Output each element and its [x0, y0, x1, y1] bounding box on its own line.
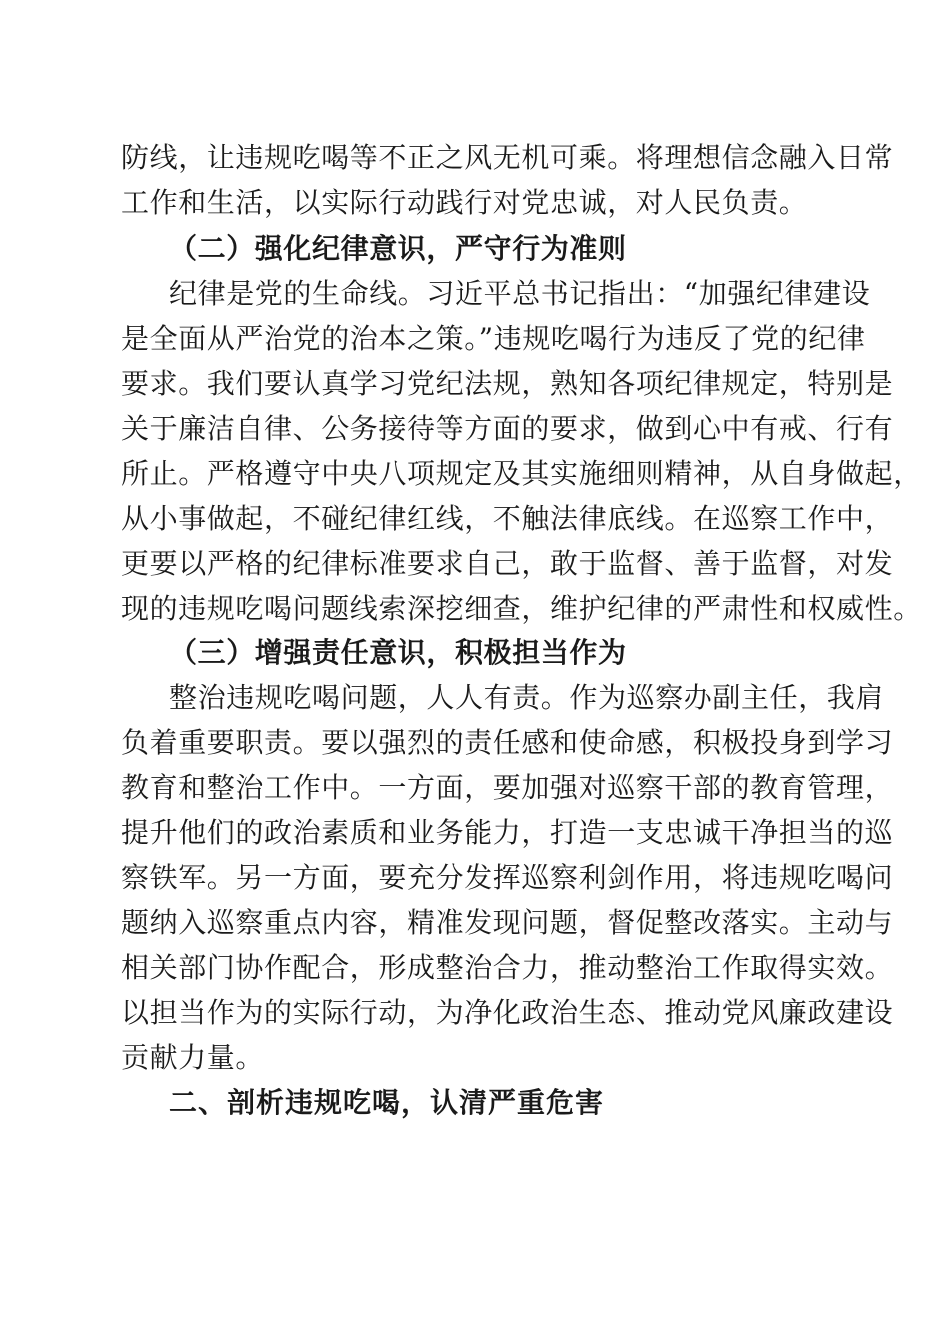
chapter-heading: 二、剖析违规吃喝，认清严重危害 — [169, 1086, 605, 1119]
body-text-line: 教育和整治工作中。一方面，要加强对巡察干部的教育管理， — [121, 771, 894, 804]
body-text-line: 要求。我们要认真学习党纪法规，熟知各项纪律规定，特别是 — [121, 367, 894, 400]
body-text-line: 工作和生活，以实际行动践行对党忠诚，对人民负责。 — [121, 186, 808, 219]
body-text-line: 所止。严格遵守中央八项规定及其实施细则精神，从自身做起， — [121, 457, 922, 490]
body-text-line: 相关部门协作配合，形成整治合力，推动整治工作取得实效。 — [121, 951, 894, 984]
body-text-line: 察铁军。另一方面，要充分发挥巡察利剑作用，将违规吃喝问 — [121, 861, 894, 894]
body-text-line: 负着重要职责。要以强烈的责任感和使命感，积极投身到学习 — [121, 726, 894, 759]
body-text-line: 整治违规吃喝问题，人人有责。作为巡察办副主任，我肩 — [169, 681, 885, 714]
body-text-line: 更要以严格的纪律标准要求自己，敢于监督、善于监督，对发 — [121, 547, 894, 580]
section-heading-two: （二）强化纪律意识，严守行为准则 — [169, 232, 627, 265]
body-text-line: 提升他们的政治素质和业务能力，打造一支忠诚干净担当的巡 — [121, 816, 894, 849]
body-text-line: 现的违规吃喝问题线索深挖细查，维护纪律的严肃性和权威性。 — [121, 592, 922, 625]
body-text-line: 以担当作为的实际行动，为净化政治生态、推动党风廉政建设 — [121, 996, 894, 1029]
body-text-line: 题纳入巡察重点内容，精准发现问题，督促整改落实。主动与 — [121, 906, 894, 939]
section-heading-three: （三）增强责任意识，积极担当作为 — [169, 636, 627, 669]
body-text-line: 从小事做起，不碰纪律红线，不触法律底线。在巡察工作中， — [121, 502, 894, 535]
body-text-line: 关于廉洁自律、公务接待等方面的要求，做到心中有戒、行有 — [121, 412, 894, 445]
body-text-line: 是全面从严治党的治本之策。”违规吃喝行为违反了党的纪律 — [121, 322, 866, 355]
body-text-line: 纪律是党的生命线。习近平总书记指出：“加强纪律建设 — [169, 277, 871, 310]
body-text-line: 防线，让违规吃喝等不正之风无机可乘。将理想信念融入日常 — [121, 141, 894, 174]
body-text-line: 贡献力量。 — [121, 1041, 265, 1074]
